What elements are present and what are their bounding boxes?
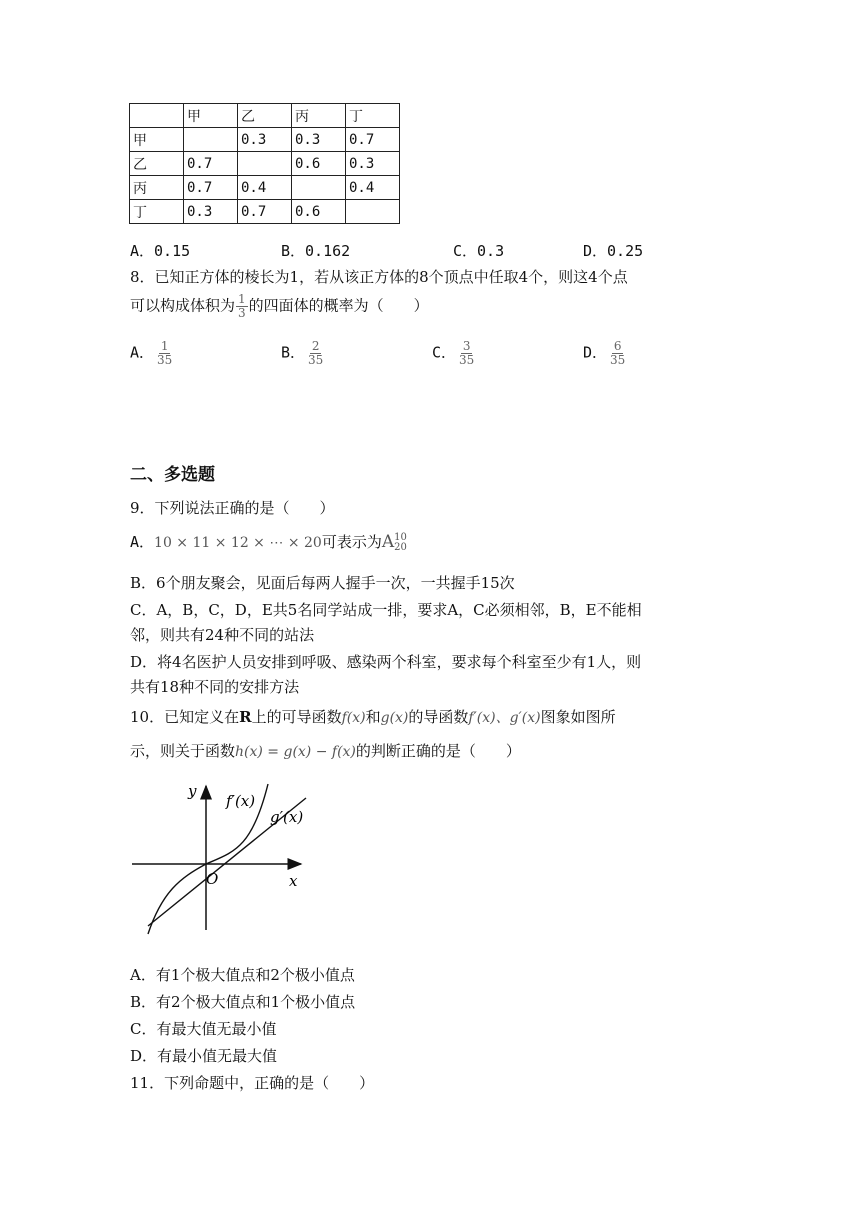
table-cell: 0.7 (346, 128, 400, 152)
q7-option-a: A．0.15 (130, 242, 191, 260)
option-label: A． (130, 533, 155, 551)
q10-stem-line1 (130, 706, 616, 727)
option-text: 可表示为 (321, 533, 382, 551)
table-row (130, 200, 400, 224)
fraction-denominator: 3 (238, 306, 246, 320)
option-fraction (306, 340, 325, 367)
q9-option-d-line1: D．将4名医护人员安排到呼吸、感染两个科室，要求每个科室至少有1人，则 (130, 653, 642, 671)
table-cell: 0.4 (346, 176, 400, 200)
y-axis-label: y (188, 782, 197, 800)
table-cell: 0.7 (184, 176, 238, 200)
option-fraction (608, 340, 627, 367)
q10-stem-line2 (130, 740, 521, 761)
fraction-numerator: 1 (160, 339, 169, 353)
derivative-graph (126, 776, 316, 938)
q8-fraction (236, 293, 248, 320)
table-row (130, 128, 400, 152)
q10-stem-text: 示，则关于函数 (130, 742, 236, 760)
q9-option-c-line1: C．A，B，C，D，E共5名同学站成一排，要求A，C必须相邻，B，E不能相 (130, 601, 642, 619)
q10-option-a: A．有1个极大值点和2个极小值点 (130, 966, 355, 984)
fraction-denominator: 35 (308, 353, 324, 367)
table-cell: 0.3 (238, 128, 292, 152)
q9-option-c-line2: 邻，则共有24种不同的站法 (130, 626, 315, 644)
table-cell (184, 128, 238, 152)
product-expression: 10 × 11 × 12 × ⋯ × 20 (154, 535, 322, 551)
table-row (130, 176, 400, 200)
table-cell: 0.3 (184, 200, 238, 224)
option-label: B． (281, 343, 306, 362)
fraction-denominator: 35 (459, 353, 475, 367)
fraction-numerator: 2 (311, 339, 320, 353)
table-row (130, 152, 400, 176)
table-cell: 丁 (130, 200, 184, 224)
table-cell: 0.4 (238, 176, 292, 200)
table-cell (292, 176, 346, 200)
q9-option-b: B．6个朋友聚会，见面后每两人握手一次，一共握手15次 (130, 574, 515, 592)
q10-option-b: B．有2个极大值点和1个极小值点 (130, 993, 356, 1011)
q8-stem-line1: 8．已知正方体的棱长为1，若从该正方体的8个顶点中任取4个，则这4个点 (130, 268, 628, 286)
table-cell (238, 152, 292, 176)
h-of-x-expression: h(x) = g(x) − f(x) (235, 744, 356, 760)
q8-option-d (583, 340, 628, 367)
table-cell (130, 104, 184, 128)
table-cell: 0.6 (292, 152, 346, 176)
table-cell: 0.7 (238, 200, 292, 224)
table-cell: 甲 (130, 128, 184, 152)
permutation-indices (394, 533, 407, 553)
subscript: 20 (394, 542, 407, 553)
q10-stem-text: 和 (365, 708, 381, 726)
fraction-denominator: 35 (157, 353, 173, 367)
fraction-numerator: 1 (238, 292, 246, 306)
f-prime-of-x: f′(x) (468, 710, 496, 726)
option-label: C． (432, 343, 457, 362)
g-of-x: g(x) (380, 710, 409, 726)
probability-table (129, 103, 400, 224)
q8-stem-text: 的四面体的概率为（ ） (248, 296, 429, 315)
q10-stem-text: 的导函数 (408, 708, 469, 726)
section-title: 二、多选题 (130, 465, 215, 485)
separator: 、 (495, 710, 510, 726)
table-cell: 0.3 (292, 128, 346, 152)
q8-option-c (432, 340, 477, 367)
table-header-row (130, 104, 400, 128)
q8-stem-line2 (130, 293, 429, 320)
q8-option-b (281, 340, 326, 367)
q10-stem-text: 10．已知定义在 (130, 708, 240, 726)
q10-option-d: D．有最小值无最大值 (130, 1047, 278, 1065)
option-fraction (155, 340, 174, 367)
fraction-numerator: 6 (613, 339, 622, 353)
origin-label: O (206, 870, 219, 888)
table-cell (346, 200, 400, 224)
f-of-x: f(x) (341, 710, 366, 726)
q10-stem-text: 的判断正确的是（ ） (355, 742, 521, 760)
option-label: A． (130, 343, 155, 362)
permutation-symbol: A (381, 532, 395, 552)
q7-option-b: B．0.162 (281, 242, 351, 260)
table-cell: 0.7 (184, 152, 238, 176)
q8-stem-text: 可以构成体积为 (130, 296, 236, 315)
q9-stem: 9．下列说法正确的是（ ） (130, 499, 335, 517)
f-prime-label: f′(x) (226, 792, 256, 810)
table-cell: 0.3 (346, 152, 400, 176)
q10-option-c: C．有最大值无最小值 (130, 1020, 277, 1038)
fraction-denominator: 35 (610, 353, 626, 367)
q10-stem-text: 图象如图所 (540, 708, 616, 726)
x-axis-label: x (289, 872, 298, 890)
g-prime-label: g′(x) (270, 808, 304, 826)
q9-option-a (130, 531, 407, 553)
table-cell: 乙 (130, 152, 184, 176)
g-prime-of-x: g′(x) (509, 710, 541, 726)
fraction-numerator: 3 (462, 339, 471, 353)
table-cell: 0.6 (292, 200, 346, 224)
table-cell: 丙 (292, 104, 346, 128)
q11-stem: 11．下列命题中，正确的是（ ） (130, 1074, 375, 1092)
q7-option-c: C．0.3 (453, 242, 505, 260)
q7-option-d: D．0.25 (583, 242, 644, 260)
q9-option-d-line2: 共有18种不同的安排方法 (130, 678, 300, 696)
q10-stem-text: 上的可导函数 (251, 708, 342, 726)
table-cell: 甲 (184, 104, 238, 128)
table-cell: 丙 (130, 176, 184, 200)
superscript: 10 (394, 532, 407, 543)
reals-symbol: R (239, 708, 252, 726)
q8-option-a (130, 340, 175, 367)
table-cell: 丁 (346, 104, 400, 128)
option-label: D． (583, 343, 608, 362)
table-cell: 乙 (238, 104, 292, 128)
option-fraction (457, 340, 476, 367)
